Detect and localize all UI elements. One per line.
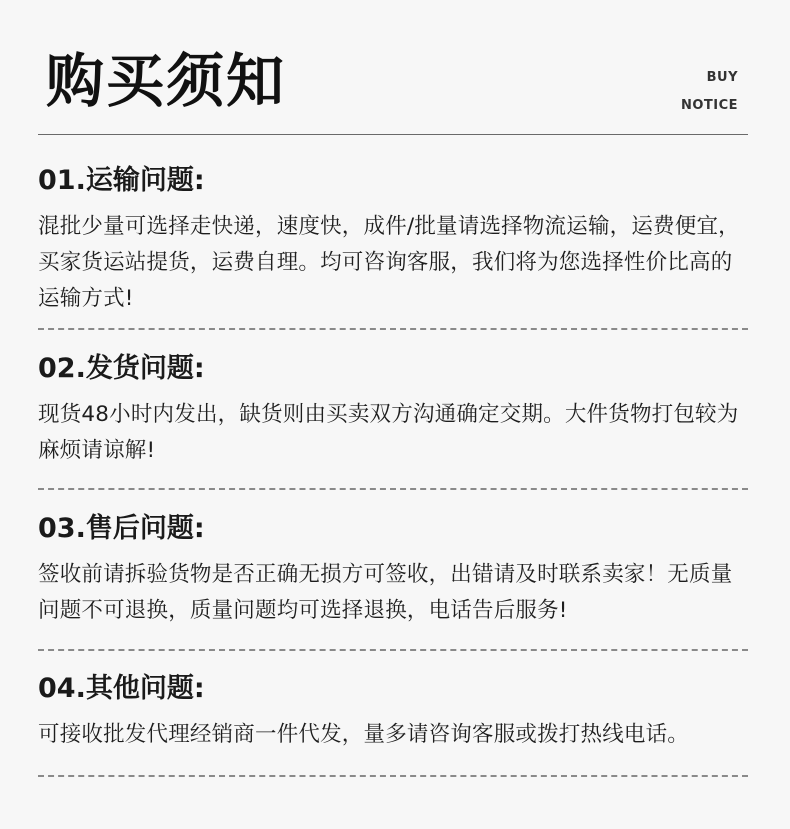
dashed-divider xyxy=(38,328,748,330)
subtitle-line-buy: BUY xyxy=(706,70,738,85)
section-other xyxy=(38,671,748,753)
section-title: 04.其他问题: xyxy=(38,673,205,704)
section-text: 混批少量可选择走快递，速度快，成件/批量请选择物流运输，运费便宜，买家货运站提货，运费自理。均可咨询客服，我们将为您选择性价比高的运输方式! xyxy=(38,214,740,311)
section-after-sales xyxy=(38,511,748,629)
dashed-divider xyxy=(38,775,748,777)
notice-page xyxy=(38,0,748,829)
dashed-divider xyxy=(38,488,748,490)
section-text: 可接收批发代理经销商一件代发，量多请咨询客服或拨打热线电话。 xyxy=(38,722,690,747)
section-title: 03.售后问题: xyxy=(38,513,205,544)
section-title: 01.运输问题: xyxy=(38,165,205,196)
dashed-divider xyxy=(38,649,748,651)
section-delivery xyxy=(38,351,748,469)
page-title: 购买须知 xyxy=(46,47,287,115)
section-title: 02.发货问题: xyxy=(38,353,205,384)
page-subtitle xyxy=(681,64,738,120)
section-shipping xyxy=(38,163,748,317)
subtitle-line-notice: NOTICE xyxy=(680,98,738,113)
section-text: 现货48小时内发出，缺货则由买卖双方沟通确定交期。大件货物打包较为麻烦请谅解! xyxy=(38,402,739,463)
header xyxy=(38,0,748,135)
section-text: 签收前请拆验货物是否正确无损方可签收，出错请及时联系卖家！无质量问题不可退换，质量问题均可选择退换，电话告后服务! xyxy=(38,562,733,623)
